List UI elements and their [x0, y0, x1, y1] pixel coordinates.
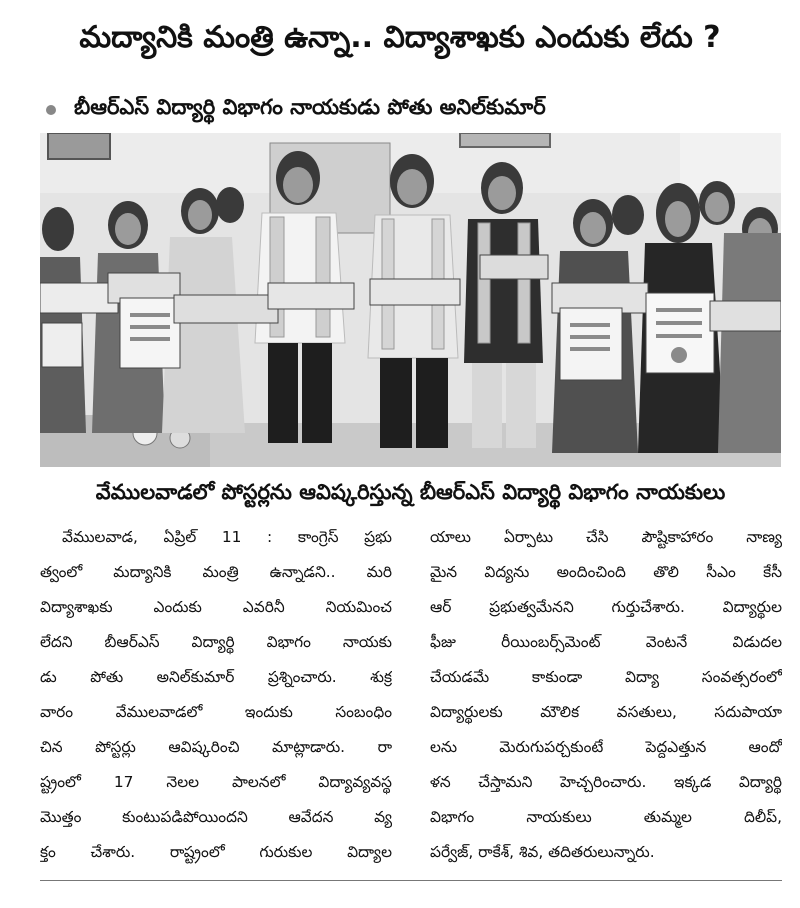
article-line: క్తం చేశారు. రాష్ట్రంలో గురుకుల విద్యాల [40, 843, 392, 861]
article-line: చిన పోస్టర్లు ఆవిష్కరించి మాట్లాడారు. రా [40, 738, 392, 756]
subhead: బీఆర్ఎస్ విద్యార్థి విభాగం నాయకుడు పోతు అనిల్‌కుమార్ [74, 95, 546, 119]
article-line: ళన చేస్తామని హెచ్చరించారు. ఇక్కడ విద్యార్థి [430, 773, 782, 791]
article-line: వేములవాడ, ఏప్రిల్ 11 : కాంగ్రెస్ ప్రభు [62, 528, 392, 546]
article-line: మొత్తం కుంటుపడిపోయిందని ఆవేదన వ్య [40, 808, 392, 826]
group-photo-illustration [40, 133, 781, 467]
news-photo [40, 133, 781, 467]
article-line: లేదని బీఆర్ఎస్ విద్యార్థి విభాగం నాయకు [40, 633, 392, 651]
article-line: డు పోతు అనిల్‌కుమార్ ప్రశ్నించారు. శుక్ర [40, 668, 392, 686]
article-line: పర్వేజ్, రాకేశ్, శివ, తదితరులున్నారు. [430, 843, 655, 861]
bullet-icon [46, 105, 56, 115]
article-line: త్వంలో మద్యానికి మంత్రి ఉన్నాడని.. మరి [40, 563, 392, 581]
article-line: మైన విద్యను అందించింది తొలి సీఎం కేసీ [430, 563, 782, 581]
article-line: లను మెరుగుపర్చకుంటే పెద్దఎత్తున ఆందో [430, 738, 782, 756]
article-line: విద్యార్థులకు మౌలిక వసతులు, సదుపాయా [430, 703, 782, 721]
article-line: విభాగం నాయకులు తుమ్మల దిలీప్, [430, 808, 782, 826]
article-line: విద్యాశాఖకు ఎందుకు ఎవరినీ నియమించ [40, 598, 392, 616]
article-line: చేయడమే కాకుండా విద్యా సంవత్సరంలో [430, 668, 782, 686]
article-line: వారం వేములవాడలో ఇందుకు సంబంధిం [40, 703, 392, 721]
bottom-divider [40, 880, 782, 881]
article-line: ఫీజు రీయింబర్స్‌మెంట్ వెంటనే విడుదల [430, 633, 782, 651]
article-column-2 [430, 520, 782, 860]
article-line: యాలు ఏర్పాటు చేసి పౌష్టికాహారం నాణ్య [430, 528, 782, 546]
article-line: ష్ట్రంలో 17 నెలల పాలనలో విద్యావ్యవస్థ [40, 773, 392, 791]
photo-caption: వేములవాడలో పోస్టర్లను ఆవిష్కరిస్తున్న బీఆర్ఎస్ విద్యార్థి విభాగం నాయకులు [95, 480, 726, 504]
article-line: ఆర్ ప్రభుత్వమేనని గుర్తుచేశారు. విద్యార్థుల [430, 598, 782, 616]
subhead-row [42, 92, 782, 128]
headline: మద్యానికి మంత్రి ఉన్నా.. విద్యాశాఖకు ఎందుకు లేదు ? [79, 20, 721, 55]
article-column-1 [40, 520, 392, 860]
article-body [40, 520, 782, 860]
